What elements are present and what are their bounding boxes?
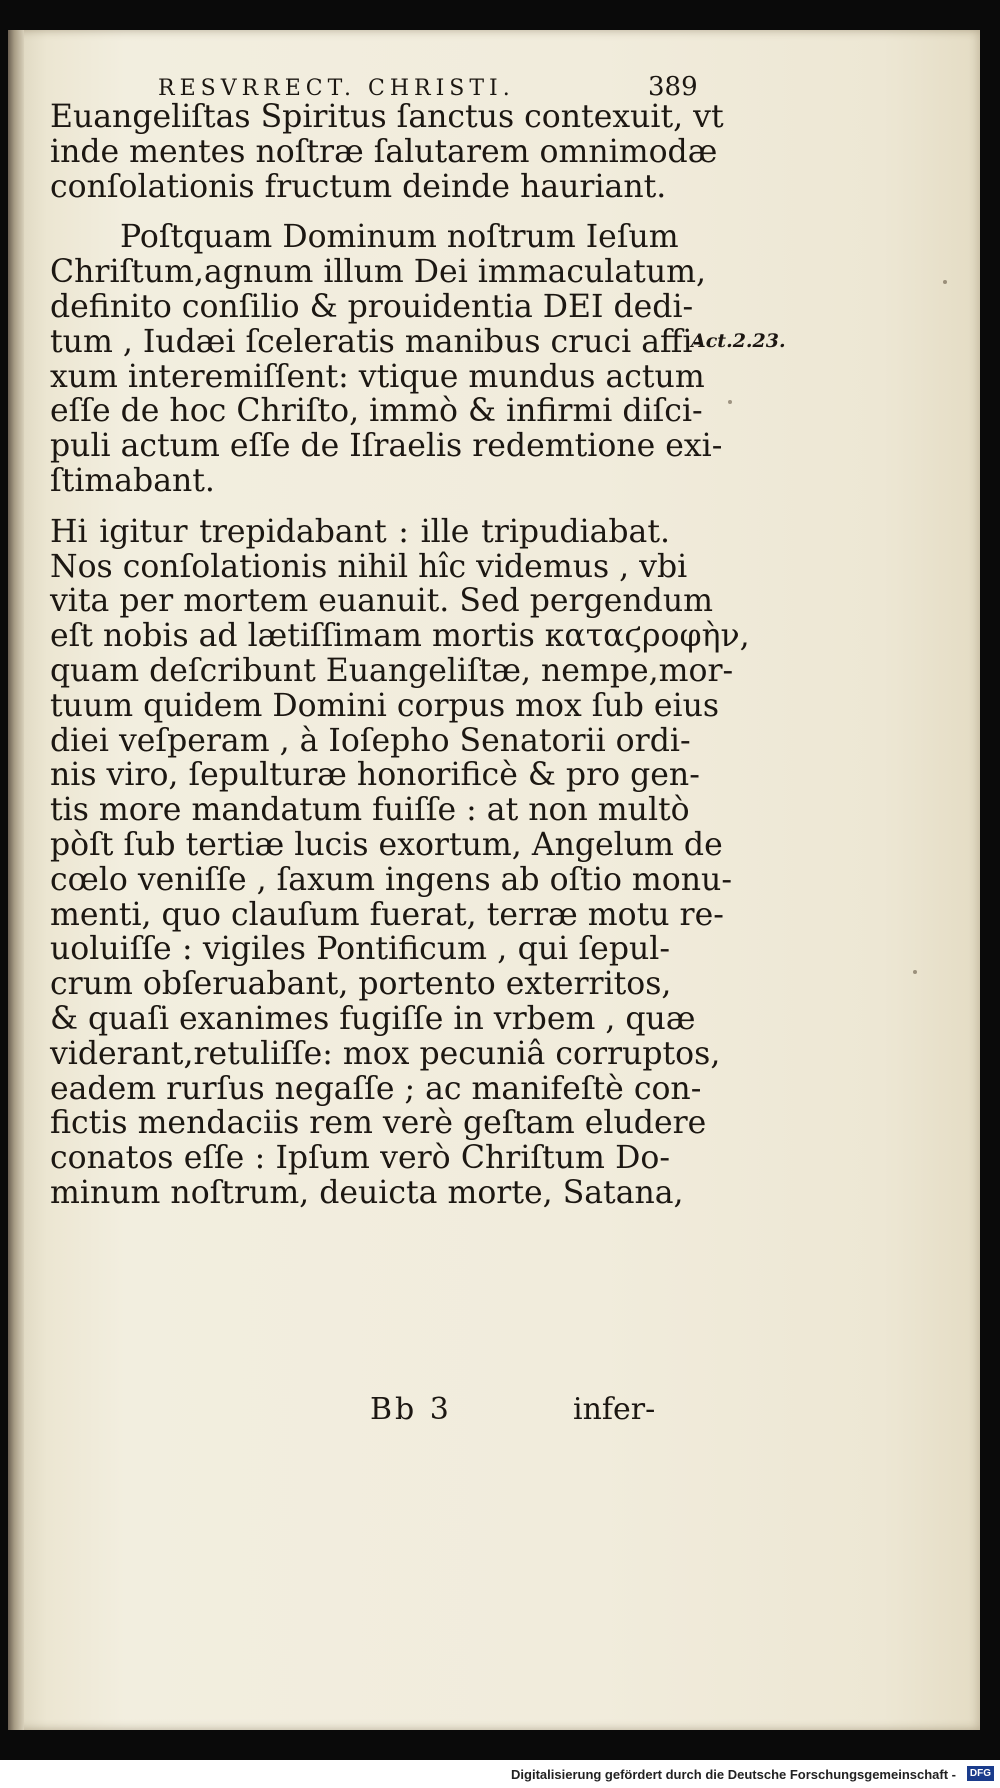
text-line: minum noſtrum, deuicta morte, Satana,: [50, 1174, 684, 1211]
text-line: fictis mendaciis rem verè geſtam eludere: [50, 1105, 707, 1142]
paragraph-3: [50, 513, 750, 1211]
paper-speck: [913, 970, 917, 974]
text-line: conatos eſſe : Ipſum verò Chriſtum Do-: [50, 1140, 670, 1177]
text-line: Chriſtum,agnum illum Dei immaculatum,: [50, 254, 706, 291]
text-line: tis more mandatum fuiſſe : at non multò: [50, 792, 690, 829]
text-line: inde mentes noſtræ ſalutarem omnimodæ: [50, 133, 718, 170]
signature-mark: Bb 3: [370, 1392, 452, 1427]
text-line: puli actum eſſe de Iſraelis redemtione exi-: [50, 428, 723, 465]
paragraph-gap: [50, 204, 670, 220]
text-line: ſtimabant.: [50, 462, 215, 499]
dfg-logo: DFG: [967, 1766, 994, 1781]
paper-speck: [728, 400, 732, 404]
text-line: cœlo veniſſe , ſaxum ingens ab oſtio monu-: [50, 861, 732, 898]
paragraph-1: [50, 99, 724, 205]
book-page: [8, 30, 980, 1730]
text-line: crum obſeruabant, portento exterritos,: [50, 966, 672, 1003]
text-line: eſſe de hoc Chriſto, immò & infirmi diſci-: [50, 393, 703, 430]
footer-bar: [0, 1760, 1000, 1788]
text-line: pòſt ſub tertiæ lucis exortum, Angelum de: [50, 826, 723, 863]
paragraph-2: [50, 219, 723, 499]
text-line: Poſtquam Dominum noſtrum Ieſum: [120, 219, 679, 256]
funding-note: Digitalisierung gefördert durch die Deutsche Forschungsgemeinschaft -: [511, 1767, 956, 1782]
text-line: eadem rurſus negaſſe ; ac manifeſtè con-: [50, 1070, 702, 1107]
text-line: Nos conſolationis nihil hîc videmus , vbi: [50, 548, 688, 585]
catchword: infer-: [573, 1392, 656, 1427]
running-head-text: RESVRRECT. CHRISTI.: [158, 76, 515, 101]
text-line: nis viro, ſepulturæ honorificè & pro gen-: [50, 757, 700, 794]
running-head: [158, 76, 688, 101]
text-line: tuum quidem Domini corpus mox ſub eius: [50, 687, 720, 724]
text-line: menti, quo clauſum fuerat, terræ motu re-: [50, 896, 724, 933]
text-line: tum , Iudæi ſceleratis manibus cruci affi-: [50, 323, 704, 360]
text-line: quam deſcribunt Euangeliſtæ, nempe,mor-: [50, 652, 734, 689]
text-line: vita per mortem euanuit. Sed pergendum: [50, 583, 713, 620]
text-line: viderant,retuliſſe: mox pecuniâ corruptos,: [50, 1035, 721, 1072]
text-line: Euangeliſtas Spiritus ſanctus contexuit, vt: [50, 99, 724, 135]
text-line: Hi igitur trepidabant : ille tripudiabat.: [50, 513, 670, 550]
text-line: definito conſilio & prouidentia DEI dedi-: [50, 288, 694, 325]
page-number: 389: [648, 72, 698, 102]
text-line: diei veſperam , à Ioſepho Senatorii ordi-: [50, 722, 691, 759]
text-line: conſolationis fructum deinde hauriant.: [50, 168, 667, 205]
paragraph-gap: [50, 499, 670, 515]
text-line: xum interemiſſent: vtique mundus actum: [50, 358, 705, 395]
page-spine-edge: [8, 30, 24, 1730]
text-line: uoluiſſe : vigiles Pontificum , qui ſepul-: [50, 931, 670, 968]
margin-note: Act.2.23.: [691, 330, 786, 352]
paper-speck: [943, 280, 947, 284]
text-line: eſt nobis ad lætiſſimam mortis καταϛροφὴν,: [50, 618, 750, 655]
text-line: & quaſi exanimes fugiſſe in vrbem , quæ: [50, 1000, 696, 1037]
